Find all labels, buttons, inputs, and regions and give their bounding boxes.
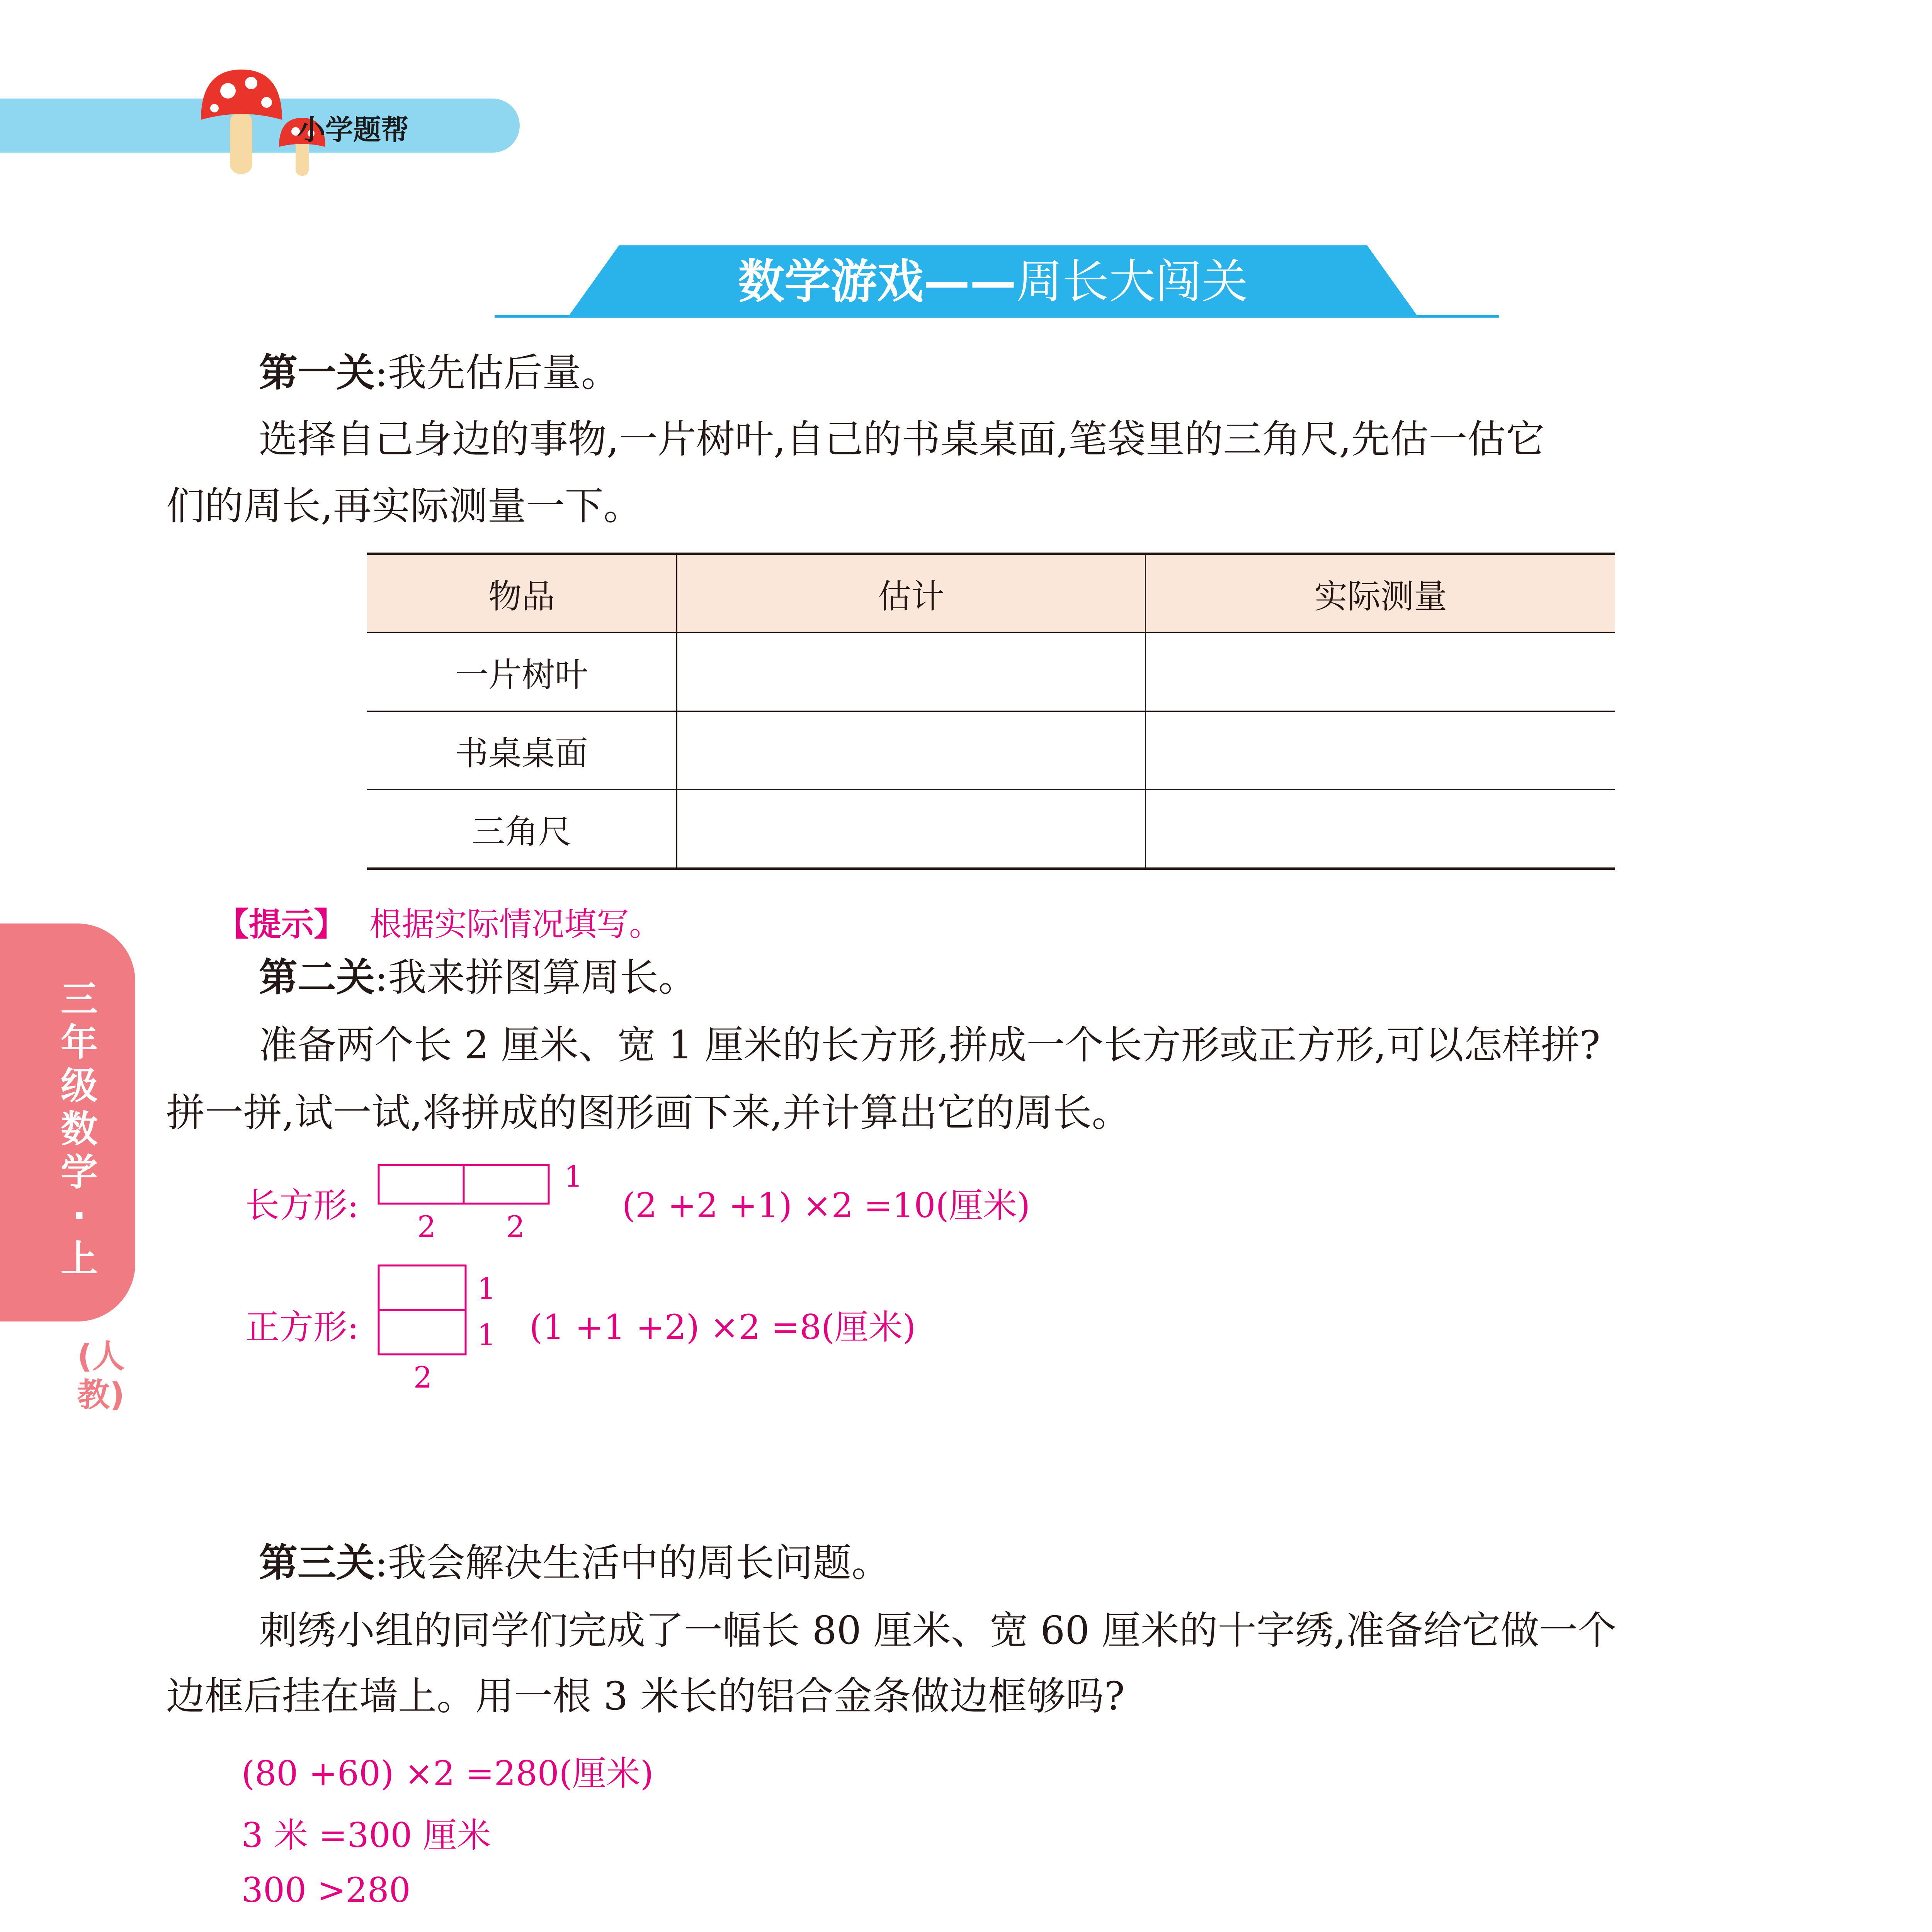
table-header-actual: 实际测量 xyxy=(1146,554,1616,633)
rect-label: 长方形: xyxy=(245,1185,359,1225)
level3-heading: 第三关 xyxy=(259,1540,375,1585)
mushroom-icon xyxy=(201,70,282,174)
square-label: 正方形: xyxy=(245,1307,359,1347)
level1-task: :我先估后量。 xyxy=(375,350,620,395)
measurement-table xyxy=(367,553,1615,870)
level2-task: :我来拼图算周长。 xyxy=(375,955,697,1000)
hint-line xyxy=(216,898,662,945)
hint-text: 根据实际情况填写。 xyxy=(369,905,662,943)
table-cell-actual[interactable] xyxy=(1146,711,1616,790)
rect-width-right: 2 xyxy=(506,1209,525,1244)
level2-heading: 第二关 xyxy=(259,955,375,1000)
table-cell-estimate[interactable] xyxy=(677,711,1146,790)
side-publisher-label: (人教) xyxy=(77,1337,125,1414)
table-header-row xyxy=(367,554,1615,633)
level3-answer-line3: 300 >280 xyxy=(242,1870,411,1910)
rect-diagram xyxy=(375,1155,568,1244)
table-header-estimate: 估计 xyxy=(677,554,1146,633)
level3-task: :我会解决生活中的周长问题。 xyxy=(375,1540,890,1585)
rect-formula: (2 +2 +1) ×2 =10(厘米) xyxy=(622,1185,1031,1225)
level2-text-line2: 拼一拼,试一试,将拼成的图形画下来,并计算出它的周长。 xyxy=(166,1090,1131,1135)
level3-answer-line1: (80 +60) ×2 =280(厘米) xyxy=(242,1753,654,1793)
level2-text-line1: 准备两个长 2 厘米、宽 1 厘米的长方形,拼成一个长方形或正方形,可以怎样拼? xyxy=(259,1022,1600,1068)
rect-height: 1 xyxy=(564,1159,583,1194)
page-title xyxy=(568,247,1418,317)
table-cell-actual[interactable] xyxy=(1146,633,1616,711)
table-row xyxy=(367,711,1615,790)
header-label: 小学题帮 xyxy=(298,114,409,146)
level3-answer-line2: 3 米 =300 厘米 xyxy=(242,1815,491,1855)
square-width: 2 xyxy=(413,1360,432,1395)
title-main: 数学游戏—— xyxy=(738,255,1016,309)
level2-heading-line xyxy=(259,956,697,999)
level3-text-line1: 刺绣小组的同学们完成了一幅长 80 厘米、宽 60 厘米的十字绣,准备给它做一个 xyxy=(259,1608,1617,1653)
title-sub: 周长大闯关 xyxy=(1016,255,1248,309)
table-cell-item: 三角尺 xyxy=(367,790,677,869)
table-row xyxy=(367,633,1615,711)
level1-heading: 第一关 xyxy=(259,350,375,395)
table-cell-item: 书桌桌面 xyxy=(367,711,677,790)
square-diagram xyxy=(371,1256,471,1364)
table-cell-estimate[interactable] xyxy=(677,633,1146,711)
square-height-bottom: 1 xyxy=(477,1318,496,1352)
rect-width-left: 2 xyxy=(417,1209,436,1244)
table-header-item: 物品 xyxy=(367,554,677,633)
level3-text-line2: 边框后挂在墙上。用一根 3 米长的铝合金条做边框够吗? xyxy=(166,1673,1125,1719)
level3-heading-line xyxy=(259,1542,890,1584)
level1-heading-line xyxy=(259,352,620,394)
square-height-top: 1 xyxy=(477,1271,496,1306)
level1-text-line1: 选择自己身边的事物,一片树叶,自己的书桌桌面,笔袋里的三角尺,先估一估它 xyxy=(259,417,1545,462)
level1-text-line2: 们的周长,再实际测量一下。 xyxy=(166,483,642,529)
side-grade-label: 三年级数学·上 xyxy=(61,978,98,1281)
table-cell-actual[interactable] xyxy=(1146,790,1616,869)
table-cell-item: 一片树叶 xyxy=(367,633,677,711)
hint-tag: 【提示】 xyxy=(216,905,347,943)
square-formula: (1 +1 +2) ×2 =8(厘米) xyxy=(529,1307,916,1347)
table-row xyxy=(367,790,1615,869)
table-cell-estimate[interactable] xyxy=(677,790,1146,869)
